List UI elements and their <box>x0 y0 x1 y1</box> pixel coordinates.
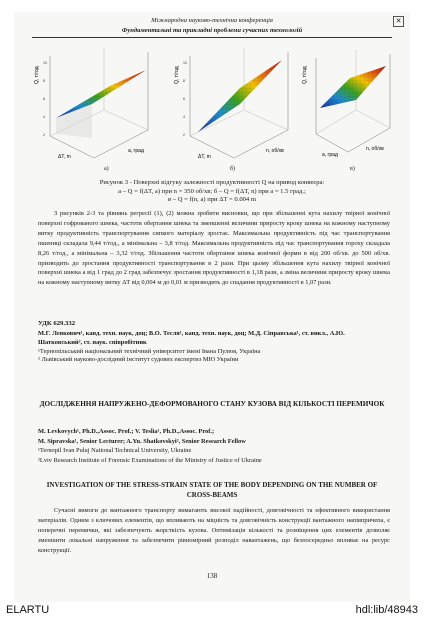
z-axis-label-a: Q, т/год <box>34 66 40 84</box>
affiliation-ua-2: ² Львівський науково-дослідний інститут судових експертиз МЮ України <box>38 356 239 364</box>
authors-ua-block <box>38 330 390 365</box>
y-axis-label-a: a, град <box>128 148 144 154</box>
udk-code: УДК 629.332 <box>38 320 76 327</box>
caption-line-2: а – Q = f(ΔT, a) при n = 350 об/хв; б – Q = f(ΔT, n) при a = 1.5 град.; <box>118 187 306 195</box>
close-icon[interactable]: ✕ <box>393 16 404 27</box>
authors-en-block <box>38 427 390 465</box>
handle-link[interactable]: hdl:lib/48943 <box>355 604 418 616</box>
svg-text:10: 10 <box>183 61 187 65</box>
surface-plot-c <box>300 48 396 166</box>
document-page <box>14 12 410 602</box>
page-number: 138 <box>206 572 218 580</box>
svg-text:4: 4 <box>183 115 185 119</box>
authors-en-line-1: M. Levkovych¹, Ph.D.,Assoc. Prof.; V. Teslia¹, Ph.D.,Assoc. Prof.; <box>38 428 215 435</box>
affiliation-en-1: ¹Ternopil Ivan Puluj National Technical University, Ukraine <box>38 447 192 455</box>
surface-plot-b <box>170 48 294 166</box>
article-title-en: INVESTIGATION OF THE STRESS-STRAIN STATE OF THE BODY DEPENDING ON THE NUMBER OF CROSS-BEAMS <box>46 481 378 499</box>
x-axis-label-b: ΔT, m <box>198 154 211 160</box>
conference-title: Фундаментальні та прикладні проблеми сучасних технологій <box>121 27 303 34</box>
x-axis-label-c: a, град <box>322 152 338 158</box>
panel-label-a: а) <box>104 166 109 172</box>
svg-text:8: 8 <box>183 79 185 83</box>
panel-label-b: б) <box>230 166 236 172</box>
intro-paragraph: Сучасні вимоги до вантажного транспорту вимагають високої надійності, довговічності та ефективного використання матеріалів. Одним з ключових елементів, що впливають на міцність та довговічність конструкції вантажного напівпричепа, є поперечні перемички, які забезпечують жорсткість кузова. Оптимізація кількості та розміщення цих елементів дозволяє зменшити локальні напруження та забезпечити рівномірний розподіл навантажень, що безпосередньо впливає на ресурс конструкції. <box>38 507 390 554</box>
header-rule <box>32 37 392 38</box>
authors-en-line-2: M. Sipravska¹, Senior Lecturer; A.Yu. Shatkovskyi², Senior Research Fellow <box>38 437 246 445</box>
repository-label: ELARTU <box>6 604 50 616</box>
affiliation-ua-1: ¹Тернопільський національний технічний університет імені Івана Пулюя, Україна <box>38 347 261 355</box>
svg-text:8: 8 <box>43 79 45 83</box>
panel-label-c: в) <box>350 166 355 172</box>
affiliation-en-2: ²Lviv Research Institute of Forensic Examinations of the Ministry of Justice of Ukraine <box>38 456 262 464</box>
svg-text:4: 4 <box>43 115 45 119</box>
caption-line-3: в – Q = f(n, a) при ΔT = 0.004 m <box>167 196 257 204</box>
y-axis-label-c: n, об/хв <box>366 146 384 152</box>
svg-text:6: 6 <box>183 97 185 101</box>
surface-plot-a <box>30 48 154 166</box>
conclusion-paragraph: З рисунків 2-3 та рівнянь регресії (1), (2) можна зробити висновки, що при збільшенні кута нахилу твірної конічної поверхні гофрованого шнека, частоти обертання шнека та зменшенні величини приросту кроку шнека на кожному наступному витку продуктивність транспортування сипкого матеріалу зростає. Максимальна продуктивність під час транспортування пшениці складала 9,44 т/год., а мінімальна – 3,8 т/год. Максимальна продуктивність під час транспортування гороху складала 8,26 т/год., а мінімальна – 3,32 т/год. Збільшення частоти обертання шнека конічної форми в від 200 об/хв. до 500 об/хв. призводить до зростання продуктивності транспортування в 2 рази. При цьому збільшення кута нахилу твірної конічної поверхні шнека а від 1 град до 2 град забезпечує зростання продуктивності в 1,18 рази, а зміна величини приросту кроку шнека на кожному наступному витку ΔT від 0,004 м до 0,01 м призводить до спадання продуктивності в 1,07 рази. <box>38 210 390 287</box>
article-title-ua: ДОСЛІДЖЕННЯ НАПРУЖЕНО-ДЕФОРМОВАНОГО СТАНУ КУЗОВА ВІД КІЛЬКОСТІ ПЕРЕМИЧОК <box>39 400 385 408</box>
z-axis-label-c: Q, т/год <box>302 66 308 84</box>
svg-text:6: 6 <box>43 97 45 101</box>
authors-ua: М.Г. Левкович¹, канд. техн. наук, доц; В.О. Тесля¹, канд. техн. наук, доц; М.Д. Сіправська¹, ст. викл., А.Ю. Шатковський², ст. наук. співробітник <box>38 330 345 346</box>
svg-text:2: 2 <box>43 133 45 137</box>
figure-caption <box>28 179 396 205</box>
y-axis-label-b: n, об/хв <box>266 148 284 154</box>
svg-text:2: 2 <box>183 133 185 137</box>
x-axis-label-a: ΔT, m <box>58 154 71 160</box>
caption-line-1: Рисунок 3 - Поверхні відгуку залежності продуктивності Q на привод конвеєра: <box>99 179 325 186</box>
response-surface-figures <box>30 48 384 180</box>
conference-name: Міжнародна науково-технічна конференція <box>151 17 273 24</box>
z-axis-label-b: Q, т/год <box>174 66 180 84</box>
svg-text:10: 10 <box>43 61 47 65</box>
